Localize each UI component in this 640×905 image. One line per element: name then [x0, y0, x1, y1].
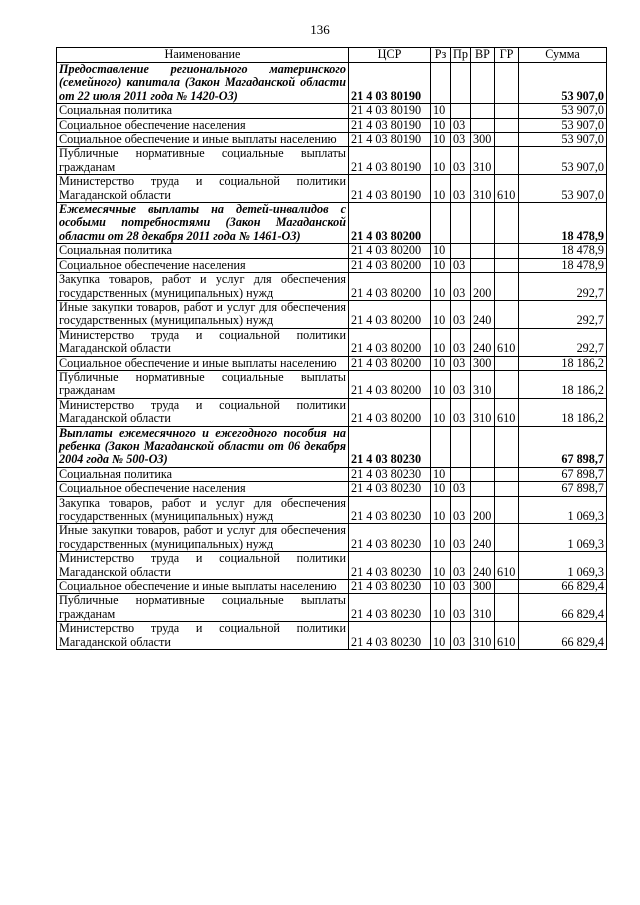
cell-name: Публичные нормативные социальные выплаты гражданам [57, 370, 349, 398]
column-header-name: Наименование [57, 48, 349, 63]
table-row [57, 622, 607, 650]
cell-rz [431, 203, 451, 244]
cell-rz: 10 [431, 147, 451, 175]
cell-gr [495, 467, 519, 481]
column-header-csr: ЦСР [349, 48, 431, 63]
cell-csr: 21 4 03 80230 [349, 622, 431, 650]
cell-rz: 10 [431, 258, 451, 272]
cell-gr [495, 104, 519, 118]
column-header-sum: Сумма [519, 48, 607, 63]
cell-gr: 610 [495, 398, 519, 426]
cell-sum: 66 829,4 [519, 622, 607, 650]
cell-rz: 10 [431, 328, 451, 356]
table-row [57, 328, 607, 356]
cell-gr [495, 580, 519, 594]
cell-rz: 10 [431, 118, 451, 132]
column-header-gr: ГР [495, 48, 519, 63]
cell-csr: 21 4 03 80190 [349, 104, 431, 118]
cell-name: Министерство труда и социальной политики Магаданской области [57, 328, 349, 356]
cell-gr [495, 147, 519, 175]
cell-pr [451, 104, 471, 118]
cell-pr: 03 [451, 258, 471, 272]
cell-csr: 21 4 03 80200 [349, 244, 431, 258]
cell-name: Социальная политика [57, 467, 349, 481]
cell-gr [495, 133, 519, 147]
cell-pr [451, 467, 471, 481]
cell-pr: 03 [451, 622, 471, 650]
table-row [57, 370, 607, 398]
cell-csr: 21 4 03 80190 [349, 63, 431, 104]
cell-sum: 1 069,3 [519, 552, 607, 580]
cell-pr: 03 [451, 594, 471, 622]
cell-pr: 03 [451, 370, 471, 398]
cell-gr [495, 273, 519, 301]
cell-sum: 67 898,7 [519, 467, 607, 481]
table-row-section [57, 63, 607, 104]
cell-csr: 21 4 03 80230 [349, 482, 431, 496]
cell-pr: 03 [451, 147, 471, 175]
cell-name: Предоставление регионального материнского (семейного) капитала (Закон Магаданской области от 22 июля 2011 года № 1420-ОЗ) [57, 63, 349, 104]
table-row [57, 467, 607, 481]
cell-name: Закупка товаров, работ и услуг для обеспечения государственных (муниципальных) нужд [57, 496, 349, 524]
cell-gr [495, 496, 519, 524]
cell-sum: 292,7 [519, 300, 607, 328]
cell-vr [471, 203, 495, 244]
cell-sum: 53 907,0 [519, 104, 607, 118]
cell-gr: 610 [495, 328, 519, 356]
cell-csr: 21 4 03 80200 [349, 203, 431, 244]
table-row [57, 147, 607, 175]
cell-name: Социальное обеспечение населения [57, 118, 349, 132]
cell-sum: 53 907,0 [519, 147, 607, 175]
cell-rz: 10 [431, 175, 451, 203]
table-row [57, 552, 607, 580]
cell-pr: 03 [451, 273, 471, 301]
table-row [57, 580, 607, 594]
cell-rz [431, 426, 451, 467]
table-body [57, 63, 607, 650]
cell-csr: 21 4 03 80200 [349, 370, 431, 398]
column-header-vr: ВР [471, 48, 495, 63]
cell-rz: 10 [431, 356, 451, 370]
cell-sum: 53 907,0 [519, 63, 607, 104]
cell-name: Социальная политика [57, 244, 349, 258]
cell-name: Социальное обеспечение и иные выплаты населению [57, 580, 349, 594]
cell-sum: 66 829,4 [519, 580, 607, 594]
cell-sum: 53 907,0 [519, 133, 607, 147]
cell-vr: 310 [471, 370, 495, 398]
cell-name: Иные закупки товаров, работ и услуг для обеспечения государственных (муниципальных) нужд [57, 524, 349, 552]
cell-gr: 610 [495, 552, 519, 580]
cell-vr: 300 [471, 580, 495, 594]
cell-sum: 18 186,2 [519, 370, 607, 398]
page-number: 136 [310, 22, 330, 37]
cell-pr [451, 244, 471, 258]
cell-pr: 03 [451, 175, 471, 203]
cell-csr: 21 4 03 80190 [349, 147, 431, 175]
cell-csr: 21 4 03 80230 [349, 580, 431, 594]
cell-rz: 10 [431, 300, 451, 328]
cell-gr [495, 258, 519, 272]
column-header-pr: Пр [451, 48, 471, 63]
cell-sum: 53 907,0 [519, 175, 607, 203]
cell-name: Иные закупки товаров, работ и услуг для обеспечения государственных (муниципальных) нужд [57, 300, 349, 328]
table-row [57, 104, 607, 118]
cell-vr [471, 467, 495, 481]
cell-name: Социальное обеспечение и иные выплаты населению [57, 133, 349, 147]
cell-sum: 18 186,2 [519, 356, 607, 370]
cell-name: Министерство труда и социальной политики Магаданской области [57, 622, 349, 650]
cell-pr: 03 [451, 300, 471, 328]
cell-sum: 18 478,9 [519, 244, 607, 258]
cell-gr [495, 482, 519, 496]
cell-gr [495, 118, 519, 132]
cell-name: Выплаты ежемесячного и ежегодного пособия на ребенка (Закон Магаданской области от 06 декабря 2004 года № 500-ОЗ) [57, 426, 349, 467]
cell-rz: 10 [431, 524, 451, 552]
cell-gr [495, 203, 519, 244]
cell-sum: 18 478,9 [519, 203, 607, 244]
table-row [57, 482, 607, 496]
cell-vr: 300 [471, 356, 495, 370]
cell-csr: 21 4 03 80200 [349, 398, 431, 426]
cell-rz: 10 [431, 496, 451, 524]
table-row [57, 496, 607, 524]
table-row [57, 118, 607, 132]
cell-gr [495, 356, 519, 370]
cell-pr: 03 [451, 524, 471, 552]
cell-vr: 240 [471, 328, 495, 356]
cell-sum: 67 898,7 [519, 426, 607, 467]
cell-gr: 610 [495, 622, 519, 650]
cell-vr: 310 [471, 622, 495, 650]
cell-sum: 292,7 [519, 328, 607, 356]
cell-csr: 21 4 03 80200 [349, 273, 431, 301]
cell-csr: 21 4 03 80190 [349, 133, 431, 147]
cell-rz: 10 [431, 398, 451, 426]
cell-rz: 10 [431, 133, 451, 147]
cell-rz: 10 [431, 594, 451, 622]
cell-vr: 200 [471, 496, 495, 524]
cell-gr: 610 [495, 175, 519, 203]
cell-sum: 66 829,4 [519, 594, 607, 622]
cell-vr [471, 482, 495, 496]
cell-csr: 21 4 03 80230 [349, 524, 431, 552]
cell-vr [471, 258, 495, 272]
cell-rz: 10 [431, 622, 451, 650]
cell-csr: 21 4 03 80230 [349, 467, 431, 481]
cell-vr: 200 [471, 273, 495, 301]
cell-sum: 53 907,0 [519, 118, 607, 132]
cell-gr [495, 524, 519, 552]
table-row [57, 133, 607, 147]
cell-pr [451, 426, 471, 467]
cell-rz: 10 [431, 370, 451, 398]
cell-pr: 03 [451, 552, 471, 580]
table-row [57, 273, 607, 301]
cell-csr: 21 4 03 80230 [349, 594, 431, 622]
column-header-rz: Рз [431, 48, 451, 63]
cell-sum: 292,7 [519, 273, 607, 301]
cell-vr: 310 [471, 398, 495, 426]
cell-vr: 310 [471, 175, 495, 203]
table-row [57, 175, 607, 203]
cell-vr [471, 426, 495, 467]
cell-csr: 21 4 03 80230 [349, 552, 431, 580]
cell-name: Ежемесячные выплаты на детей-инвалидов с особыми потребностями (Закон Магаданской области от 28 декабря 2011 года № 1461-ОЗ) [57, 203, 349, 244]
cell-vr: 310 [471, 594, 495, 622]
cell-csr: 21 4 03 80190 [349, 118, 431, 132]
table-row [57, 594, 607, 622]
cell-name: Министерство труда и социальной политики Магаданской области [57, 552, 349, 580]
cell-pr: 03 [451, 398, 471, 426]
table-row [57, 258, 607, 272]
budget-table [56, 47, 607, 650]
table-row-section [57, 426, 607, 467]
cell-pr: 03 [451, 482, 471, 496]
table-header-row [57, 48, 607, 63]
table-row [57, 300, 607, 328]
cell-csr: 21 4 03 80200 [349, 328, 431, 356]
cell-vr [471, 118, 495, 132]
cell-rz: 10 [431, 104, 451, 118]
cell-gr [495, 244, 519, 258]
cell-vr: 240 [471, 524, 495, 552]
cell-vr [471, 244, 495, 258]
cell-csr: 21 4 03 80200 [349, 300, 431, 328]
table-row [57, 524, 607, 552]
cell-vr: 240 [471, 300, 495, 328]
cell-sum: 18 186,2 [519, 398, 607, 426]
cell-rz: 10 [431, 467, 451, 481]
cell-name: Социальное обеспечение населения [57, 482, 349, 496]
cell-gr [495, 370, 519, 398]
cell-csr: 21 4 03 80200 [349, 258, 431, 272]
cell-name: Публичные нормативные социальные выплаты гражданам [57, 594, 349, 622]
cell-sum: 1 069,3 [519, 496, 607, 524]
cell-vr: 310 [471, 147, 495, 175]
cell-sum: 18 478,9 [519, 258, 607, 272]
cell-rz [431, 63, 451, 104]
cell-rz: 10 [431, 273, 451, 301]
cell-vr [471, 104, 495, 118]
cell-sum: 1 069,3 [519, 524, 607, 552]
cell-pr: 03 [451, 328, 471, 356]
cell-vr: 240 [471, 552, 495, 580]
cell-pr [451, 203, 471, 244]
cell-csr: 21 4 03 80200 [349, 356, 431, 370]
cell-csr: 21 4 03 80230 [349, 426, 431, 467]
cell-rz: 10 [431, 552, 451, 580]
cell-pr: 03 [451, 118, 471, 132]
cell-gr [495, 594, 519, 622]
cell-gr [495, 63, 519, 104]
cell-pr: 03 [451, 133, 471, 147]
table-row [57, 356, 607, 370]
cell-pr: 03 [451, 356, 471, 370]
cell-rz: 10 [431, 244, 451, 258]
cell-vr: 300 [471, 133, 495, 147]
cell-name: Публичные нормативные социальные выплаты гражданам [57, 147, 349, 175]
cell-rz: 10 [431, 580, 451, 594]
cell-name: Социальная политика [57, 104, 349, 118]
cell-rz: 10 [431, 482, 451, 496]
cell-sum: 67 898,7 [519, 482, 607, 496]
cell-gr [495, 300, 519, 328]
cell-vr [471, 63, 495, 104]
cell-csr: 21 4 03 80230 [349, 496, 431, 524]
table-row-section [57, 203, 607, 244]
table-row [57, 398, 607, 426]
cell-csr: 21 4 03 80190 [349, 175, 431, 203]
cell-pr [451, 63, 471, 104]
cell-name: Закупка товаров, работ и услуг для обеспечения государственных (муниципальных) нужд [57, 273, 349, 301]
table-row [57, 244, 607, 258]
cell-name: Социальное обеспечение населения [57, 258, 349, 272]
cell-name: Социальное обеспечение и иные выплаты населению [57, 356, 349, 370]
cell-pr: 03 [451, 580, 471, 594]
cell-pr: 03 [451, 496, 471, 524]
cell-gr [495, 426, 519, 467]
cell-name: Министерство труда и социальной политики Магаданской области [57, 175, 349, 203]
cell-name: Министерство труда и социальной политики Магаданской области [57, 398, 349, 426]
